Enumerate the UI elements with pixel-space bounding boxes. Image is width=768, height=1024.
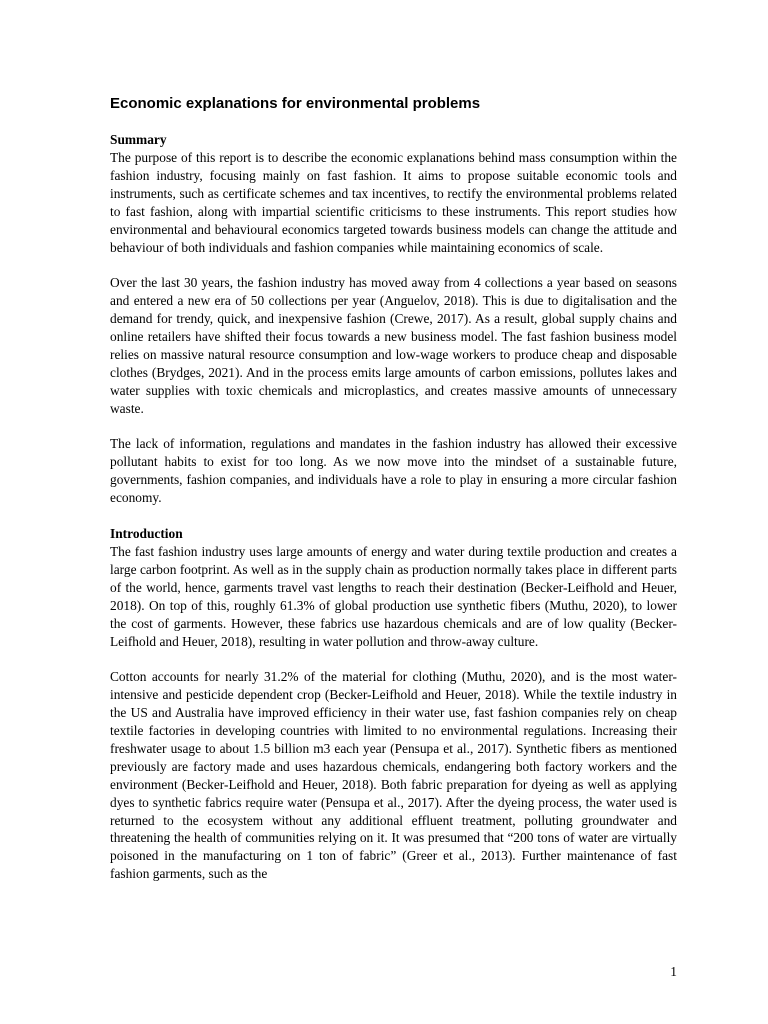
summary-paragraph-1: The purpose of this report is to describe the economic explanations behind mass consumption within the fashion industry, focusing mainly on fast fashion. It aims to propose suitable economic tools and instruments, such as certificate schemes and tax incentives, to rectify the environmental problems related to fast fashion, along with impartial scientific criticisms to these instruments. This report studies how environmental and behavioural economics targeted towards business models can change the attitude and behaviour of both individuals and fashion companies while maintaining economics of scale.	[110, 150, 677, 255]
summary-paragraph-3: The lack of information, regulations and mandates in the fashion industry has allowed their excessive pollutant habits to exist for too long. As we now move into the mindset of a sustainable future, governments, fashion companies, and individuals have a role to play in ensuring a more circular fashion economy.	[110, 436, 677, 506]
page-content	[110, 94, 677, 883]
page-number: 1	[670, 964, 677, 979]
document-title: Economic explanations for environmental problems	[110, 95, 481, 112]
summary-paragraph-2: Over the last 30 years, the fashion industry has moved away from 4 collections a year based on seasons and entered a new era of 50 collections per year (Anguelov, 2018). This is due to digitalisation and the demand for trendy, quick, and inexpensive fashion (Crewe, 2017). As a result, global supply chains and online retailers have shifted their focus towards a new business model. The fast fashion business model relies on massive natural resource consumption and low-wage workers to produce cheap and disposable clothes (Brydges, 2021). And in the process emits large amounts of carbon emissions, pollutes lakes and water supplies with toxic chemicals and microplastics, and creates massive amounts of unnecessary waste.	[110, 275, 677, 416]
introduction-paragraph-1: The fast fashion industry uses large amounts of energy and water during textile production and creates a large carbon footprint. As well as in the supply chain as production normally takes place in different parts of the world, hence, garments travel vast lengths to reach their destination (Becker-Leifhold and Heuer, 2018). On top of this, roughly 61.3% of global production use synthetic fibers (Muthu, 2020), to lower the cost of garments. However, these fabrics use hazardous chemicals and are of low quality (Becker-Leifhold and Heuer, 2018), resulting in water pollution and throw-away culture.	[110, 543, 677, 649]
introduction-heading: Introduction	[110, 525, 183, 541]
summary-heading: Summary	[110, 132, 167, 147]
introduction-paragraph-2: Cotton accounts for nearly 31.2% of the material for clothing (Muthu, 2020), and is the most water-intensive and pesticide dependent crop (Becker-Leifhold and Heuer, 2018). While the textile industry in the US and Australia have improved efficiency in their water use, fast fashion companies rely on cheap textile factories in developing countries with limited to no environmental regulations. Increasing their freshwater usage to about 1.5 billion m3 each year (Pensupa et al., 2017). Synthetic fibers as mentioned previously are factory made and uses hazardous chemicals, endangering both factory workers and the environment (Becker-Leifhold and Heuer, 2018). Both fabric preparation for dyeing as well as applying dyes to synthetic fabrics require water (Pensupa et al., 2017). After the dyeing process, the water used is returned to the ecosystem without any additional effluent treatment, polluting groundwater and threatening the health of communities relying on it. It was presumed that “200 tons of water are virtually poisoned in the manufacturing on 1 ton of fabric” (Greer et al., 2013). Further maintenance of fast fashion garments, such as the	[110, 669, 677, 882]
